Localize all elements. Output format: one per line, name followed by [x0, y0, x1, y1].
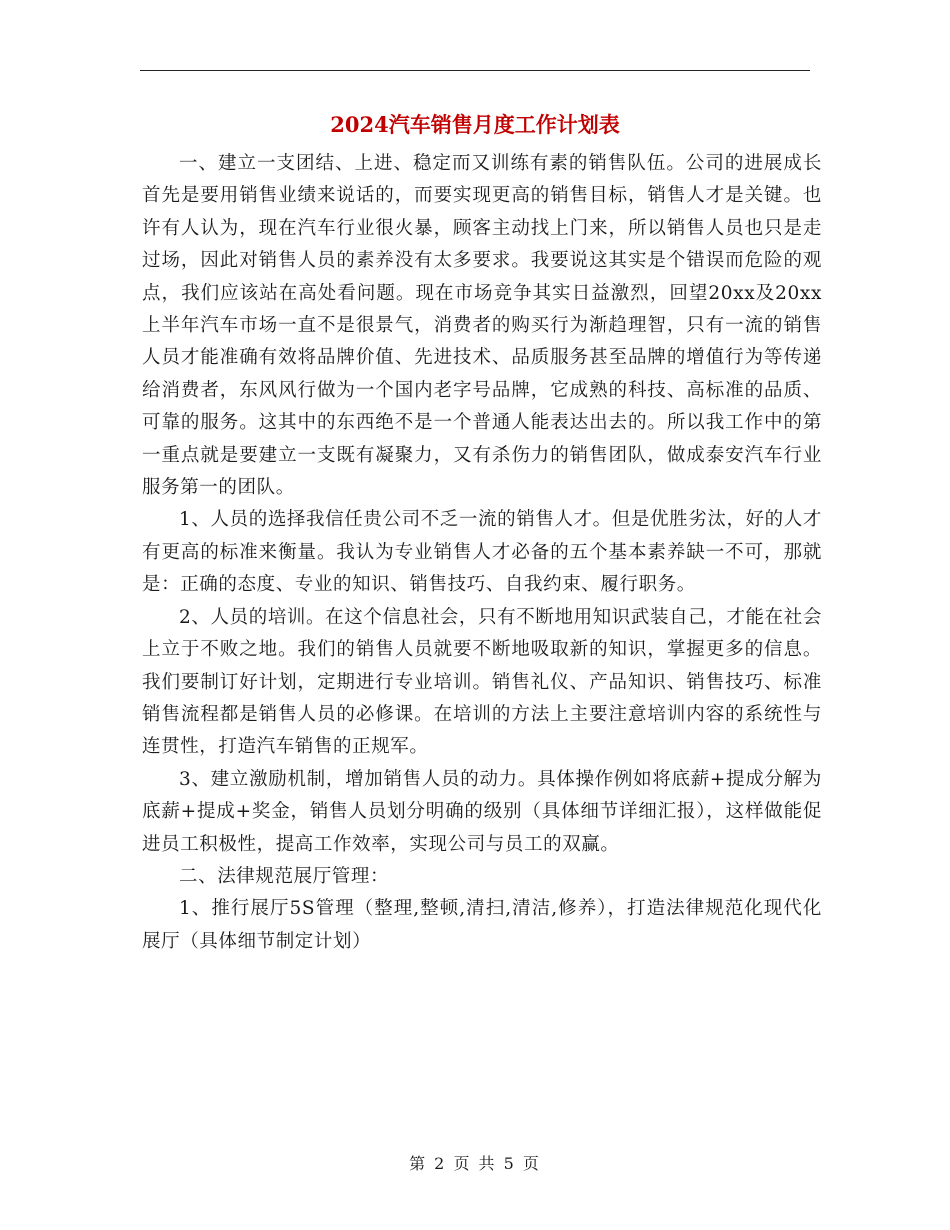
- paragraph-staff-training: 2、人员的培训。在这个信息社会，只有不断地用知识武装自己，才能在社会上立于不败之地。我们的销售人员就要不断地吸取新的知识，掌握更多的信息。我们要制订好计划，定期进行专业培训。销售礼仪、产品知识、销售技巧、标准销售流程都是销售人员的必修课。在培训的方法上主要注意培训内容的系统性与连贯性，打造汽车销售的正规军。: [142, 606, 822, 758]
- paragraph-5s-management: 1、推行展厅5S管理（整理,整顿,清扫,清洁,修养），打造法律规范化现代化展厅（具体细节制定计划）: [142, 898, 822, 952]
- paragraph-incentive: 3、建立激励机制，增加销售人员的动力。具体操作例如将底薪+提成分解为底薪+提成+奖金，销售人员划分明确的级别（具体细节详细汇报），这样做能促进员工积极性，提高工作效率，实现公司与员工的双赢。: [142, 768, 822, 855]
- paragraph-staff-selection: 1、人员的选择我信任贵公司不乏一流的销售人才。但是优胜劣汰，好的人才有更高的标准来衡量。我认为专业销售人才必备的五个基本素养缺一不可，那就是：正确的态度、专业的知识、销售技巧、自我约束、履行职务。: [142, 509, 822, 596]
- header-rule: [140, 70, 810, 71]
- document-body: [142, 148, 822, 958]
- document-title: 2024汽车销售月度工作计划表: [330, 112, 620, 137]
- page-number: 第 2 页 共 5 页: [409, 1154, 541, 1173]
- paragraph-sales-team: 一、建立一支团结、上进、稳定而又训练有素的销售队伍。公司的进展成长首先是要用销售业绩来说话的，而要实现更高的销售目标，销售人才是关键。也许有人认为，现在汽车行业很火暴，顾客主动找上门来，所以销售人员也只是走过场，因此对销售人员的素养没有太多要求。我要说这其实是个错误而危险的观点，我们应该站在高处看问题。现在市场竞争其实日益激烈，回望20xx及20xx上半年汽车市场一直不是很景气，消费者的购买行为渐趋理智，只有一流的销售人员才能准确有效将品牌价值、先进技术、品质服务甚至品牌的增值行为等传递给消费者，东风风行做为一个国内老字号品牌，它成熟的科技、高标准的品质、可靠的服务。这其中的东西绝不是一个普通人能表达出去的。所以我工作中的第一重点就是要建立一支既有凝聚力，又有杀伤力的销售团队，做成泰安汽车行业服务第一的团队。: [142, 153, 822, 499]
- paragraph-showroom-heading: 二、法律规范展厅管理：: [179, 865, 390, 887]
